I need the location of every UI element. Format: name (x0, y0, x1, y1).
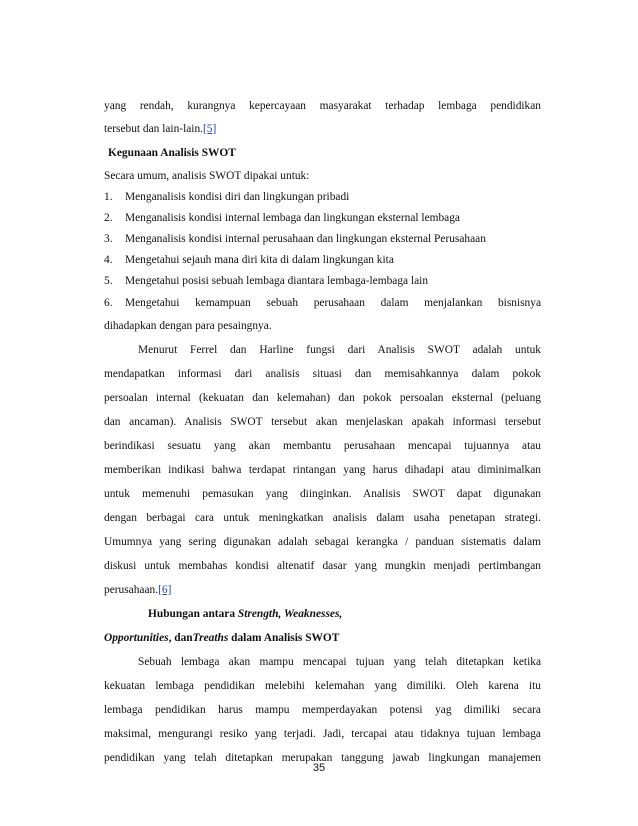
paragraph-line: yang rendah, kurangnya kepercayaan masyarakat terhadap lembaga pendidikan (104, 100, 541, 112)
paragraph-line: persoalan internal (kekuatan dan kelemahan) dan pokok persoalan eksternal (peluang (104, 392, 541, 404)
intro-text: Secara umum, analisis SWOT dipakai untuk: (104, 170, 310, 182)
reference-link-5[interactable]: [5] (203, 123, 217, 135)
list-text: Menganalisis kondisi internal lembaga dan lingkungan eksternal lembaga (125, 212, 460, 224)
paragraph-line: maksimal, mengurangi resiko yang terjadi. Jadi, tercapai atau tidaknya tujuan lembaga (104, 728, 541, 740)
paragraph-line: pendidikan yang telah ditetapkan merupakan tanggung jawab lingkungan manajemen (104, 752, 541, 764)
list-number: 6. (104, 297, 113, 309)
paragraph-line: diskusi untuk membahas kondisi altenatif dasar yang mungkin menjadi pertimbangan (104, 560, 541, 572)
list-text: Menganalisis kondisi diri dan lingkungan pribadi (125, 191, 350, 203)
heading-text: , dan (168, 632, 193, 644)
paragraph-line: berindikasi sesuatu yang akan membantu perusahaan mencapai tujuannya atau (104, 440, 541, 452)
section-heading-continued (104, 630, 339, 646)
heading-text-italic: Treaths (192, 632, 229, 644)
heading-text: dalam Analisis SWOT (228, 632, 340, 644)
paragraph-line: kekuatan lembaga pendidikan melebihi kelemahan yang dimiliki. Oleh karena itu (104, 680, 541, 692)
list-text: Mengetahui posisi sebuah lembaga diantara lembaga-lembaga lain (125, 275, 429, 287)
paragraph-line: dan ancaman). Analisis SWOT tersebut akan menjelaskan apakah informasi tersebut (104, 416, 541, 428)
reference-link-6[interactable]: [6] (158, 584, 172, 596)
paragraph-line: Sebuah lembaga akan mampu mencapai tujuan yang telah ditetapkan ketika (138, 656, 541, 668)
paragraph-line: Umumnya yang sering digunakan adalah sebagai kerangka / panduan sistematis dalam (104, 536, 541, 548)
heading-text-italic: Opportunities (104, 632, 169, 644)
section-heading (148, 606, 342, 622)
list-continuation: dihadapkan dengan para pesaingnya. (104, 320, 272, 332)
paragraph-line: dengan berbagai cara untuk meningkatkan analisis dalam usaha penetapan strategi. (104, 512, 541, 524)
list-number: 2. (104, 212, 113, 224)
list-text: Menganalisis kondisi internal perusahaan dan lingkungan eksternal Perusahaan (125, 233, 486, 245)
paragraph-text: tersebut dan lain-lain. (104, 123, 204, 135)
list-number: 1. (104, 191, 113, 203)
list-number: 3. (104, 233, 113, 245)
list-text: Mengetahui kemampuan sebuah perusahaan dalam menjalankan bisnisnya (125, 297, 541, 309)
heading-text: Hubungan antara (148, 608, 238, 620)
paragraph-line (104, 121, 216, 137)
list-text: Mengetahui sejauh mana diri kita di dalam lingkungan kita (125, 254, 394, 266)
list-number: 4. (104, 254, 113, 266)
section-heading: Kegunaan Analisis SWOT (108, 147, 236, 159)
paragraph-line: Menurut Ferrel dan Harline fungsi dari Analisis SWOT adalah untuk (138, 344, 541, 356)
paragraph-line (104, 582, 171, 598)
paragraph-line: memberikan indikasi bahwa terdapat rintangan yang harus dihadapi atau diminimalkan (104, 464, 541, 476)
heading-text-italic: Strength, Weaknesses, (237, 608, 343, 620)
page-number: 35 (312, 762, 326, 774)
paragraph-line: untuk memenuhi pemasukan yang diinginkan. Analisis SWOT dapat digunakan (104, 488, 541, 500)
paragraph-line: lembaga pendidikan harus mampu memperdayakan potensi yag dimiliki secara (104, 704, 541, 716)
paragraph-line: mendapatkan informasi dari analisis situasi dan memisahkannya dalam pokok (104, 368, 541, 380)
list-number: 5. (104, 275, 113, 287)
paragraph-text: perusahaan. (104, 584, 159, 596)
